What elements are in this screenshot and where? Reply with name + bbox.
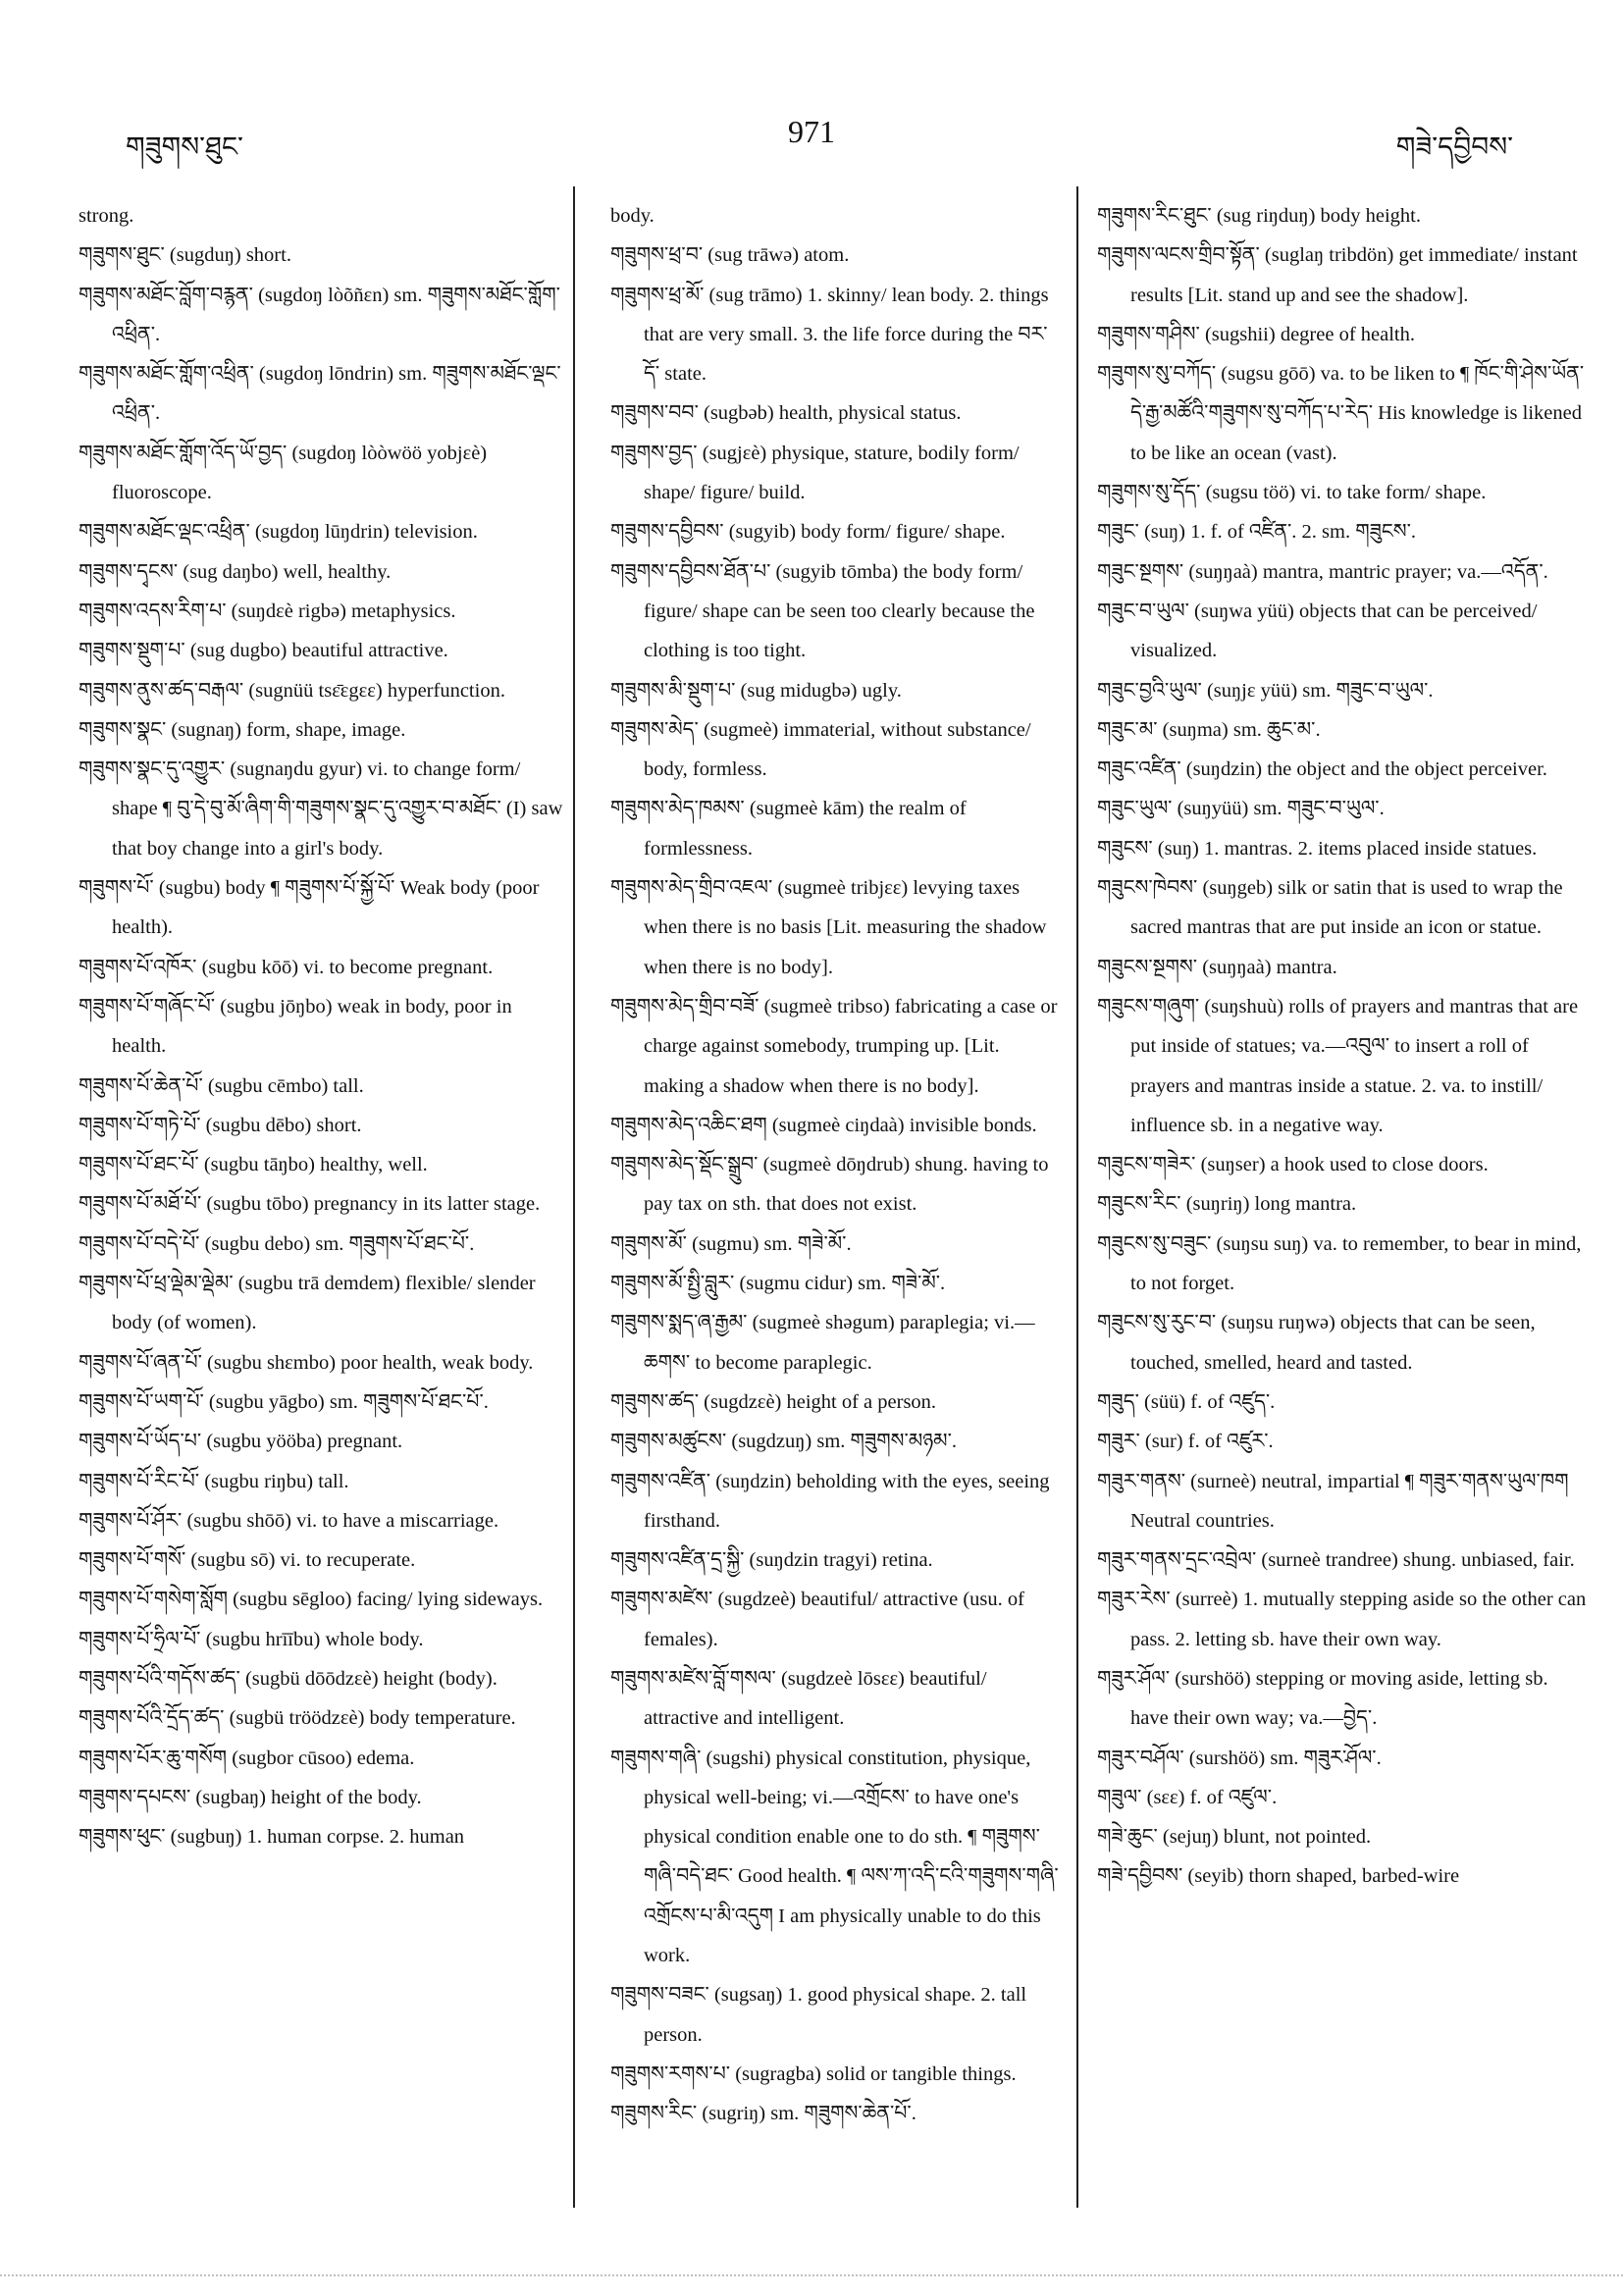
dictionary-entry: གཟུགས་མེད་གྲིབ་བཟོ་ (sugmeè tribso) fabricating a case or charge against somebody, trumping up. [Lit. making a shadow when there is no body].: [610, 995, 1058, 1097]
dictionary-entry: གཟུགས་པོའི་དྲོད་ཚད་ (sugbü tröödzɛè) body temperature.: [79, 1707, 516, 1730]
dictionary-column-1: [79, 196, 569, 1856]
dictionary-entry: གཟུགས་པོ་ཕྲ་ལྡེམ་ལྡེམ་ (sugbu trā demdem) flexible/ slender body (of women).: [79, 1273, 536, 1334]
dictionary-entry: གཟུགས་པོ་རིང་པོ་ (sugbu riŋbu) tall.: [79, 1470, 349, 1492]
dictionary-entry: གཟུགས་རགས་པ་ (sugragba) solid or tangible things.: [610, 2062, 1017, 2085]
dictionary-entry: body.: [610, 205, 654, 227]
dictionary-entry: གཟུགས་སྣང་ (sugnaŋ) form, shape, image.: [79, 718, 406, 741]
dictionary-entry: གཟུགས་ལངས་གྲིབ་སྟོན་ (suglaŋ tribdön) get immediate/ instant results [Lit. stand up and see the shadow].: [1097, 244, 1578, 306]
dictionary-entry: གཟུགས་འཛིན་ (suŋdzin) beholding with the eyes, seeing firsthand.: [610, 1470, 1050, 1532]
dictionary-entry: གཟེ་ཆུང་ (sejuŋ) blunt, not pointed.: [1097, 1826, 1372, 1849]
dictionary-entry: གཟུགས་པོ་མཐོ་པོ་ (sugbu tōbo) pregnancy in its latter stage.: [79, 1193, 541, 1216]
dictionary-entry: གཟུགས་མཚུངས་ (sugdzuŋ) sm. གཟུགས་མཉམ་.: [610, 1431, 958, 1453]
dictionary-entry: གཟུགས་པོ་གསོ་ (sugbu sō) vi. to recuperate.: [79, 1549, 416, 1572]
dictionary-entry: གཟུལ་ (sɛɛ) f. of འཛུལ་.: [1097, 1786, 1278, 1808]
dictionary-column-2: [610, 196, 1062, 2134]
dictionary-entry: གཟུགས་པོའི་གདོས་ཚད་ (sugbü dōōdzɛè) height (body).: [79, 1667, 497, 1690]
dictionary-entry: གཟུགས་མཐོང་ལྡང་འཕྲིན་ (sugdoŋ lūŋdrin) television.: [79, 521, 478, 544]
dictionary-entry: གཟུགས་འདས་རིག་པ་ (suŋdɛè rigbə) metaphysics.: [79, 600, 456, 622]
dictionary-entry: གཟུགས་པོ་གསེག་སློག (sugbu sēgloo) facing/ lying sideways.: [79, 1589, 544, 1611]
dictionary-entry: གཟུགས་པོ་བདེ་པོ་ (sugbu debo) sm. གཟུགས་པོ་ཐང་པོ་.: [79, 1232, 475, 1255]
column-divider: [1076, 186, 1078, 2208]
dictionary-entry: གཟུགས་མེད་ (sugmeè) immaterial, without substance/ body, formless.: [610, 718, 1031, 781]
dictionary-entry: གཟུགས་ཕྲ་མོ་ (sug trāmo) 1. skinny/ lean body. 2. things that are very small. 3. the life force during the བར་དོ་ state.: [610, 284, 1049, 386]
dictionary-entry: གཟུགས་མཐོང་གློག་འོད་ཡོ་བྱད་ (sugdoŋ lòòwöö yobjɛè) fluoroscope.: [79, 442, 488, 504]
dictionary-entry: གཟུགས་སྣང་དུ་འགྱུར་ (sugnaŋdu gyur) vi. to change form/ shape ¶ བུ་དེ་བུ་མོ་ཞིག་གི་གཟུགས་སྣང་དུ་འགྱུར་བ་མཐོང་ (I) saw that boy change into a girl's body.: [79, 758, 563, 860]
dictionary-entry: གཟུར་ (sur) f. of འཛུར་.: [1097, 1431, 1274, 1453]
dictionary-entry: གཟུགས་སུ་བཀོད་ (sugsu gōō) va. to be liken to ¶ ཁོང་གི་ཤེས་ཡོན་དེ་རྒྱ་མཚོའི་གཟུགས་སུ་བཀོད་པ་རེད་ His knowledge is likened to be like an ocean (vast).: [1097, 363, 1585, 464]
dictionary-entry: གཟུར་གནས་ (surneè) neutral, impartial ¶ གཟུར་གནས་ཡུལ་ཁག Neutral countries.: [1097, 1470, 1569, 1532]
dictionary-entry: གཟུགས་ཐུང་ (sugduŋ) short.: [79, 244, 291, 267]
dictionary-entry: གཟུགས་སྨད་ཞ་རྒྱམ་ (sugmeè shəgum) paraplegia; vi.—ཆགས་ to become paraplegic.: [610, 1312, 1035, 1374]
scan-edge: [0, 2274, 1623, 2278]
dictionary-entry: གཟུགས་པོར་ཆུ་གསོག (sugbor cūsoo) edema.: [79, 1747, 415, 1769]
dictionary-entry: གཟུགས་རིང་ཐུང་ (sug riŋduŋ) body height.: [1097, 205, 1422, 227]
dictionary-entry: གཟུང་སྔགས་ (suŋŋaà) mantra, mantric prayer; va.—འདོན་.: [1097, 560, 1548, 583]
column-divider: [573, 186, 575, 2208]
dictionary-entry: གཟུངས་ (suŋ) 1. mantras. 2. items placed inside statues.: [1097, 837, 1538, 860]
dictionary-column-3: [1097, 196, 1588, 1897]
dictionary-entry: གཟུགས་སྡུག་པ་ (sug dugbo) beautiful attractive.: [79, 640, 448, 662]
dictionary-entry: གཟུགས་མཐོང་བློག་བརྙན་ (sugdoŋ lòõñɛn) sm. གཟུགས་མཐོང་གློག་འཕྲིན་.: [79, 284, 560, 345]
dictionary-entry: གཟུར་རེས་ (surreè) 1. mutually stepping aside so the other can pass. 2. letting sb. have their own way.: [1097, 1589, 1587, 1650]
dictionary-entry: གཟུང་བ་ཡུལ་ (suŋwa yüü) objects that can be perceived/ visualized.: [1097, 600, 1538, 662]
dictionary-entry: གཟུགས་པོ་ཧྲིལ་པོ་ (sugbu hrīību) whole body.: [79, 1628, 424, 1650]
dictionary-entry: གཟུར་ཤོལ་ (surshöö) stepping or moving aside, letting sb. have their own way; va.—བྱེད་.: [1097, 1667, 1548, 1730]
dictionary-entry: གཟུངས་སྔགས་ (suŋŋaà) mantra.: [1097, 956, 1337, 978]
dictionary-entry: གཟུགས་པོ་ཞན་པོ་ (sugbu shɛmbo) poor health, weak body.: [79, 1351, 534, 1374]
dictionary-entry: གཟུགས་མེད་གྲིབ་འཇལ་ (sugmeè tribjɛɛ) levying taxes when there is no basis [Lit. measuring the shadow when there is no body].: [610, 877, 1047, 978]
dictionary-entry: གཟུགས་མཛེས་ (sugdzeè) beautiful/ attractive (usu. of females).: [610, 1589, 1024, 1650]
dictionary-entry: གཟུད་ (süü) f. of འཛུད་.: [1097, 1390, 1276, 1413]
dictionary-entry: གཟུགས་ཕྲ་བ་ (sug trāwə) atom.: [610, 244, 850, 267]
dictionary-entry: གཟུང་འཛིན་ (suŋdzin) the object and the object perceiver.: [1097, 758, 1547, 781]
dictionary-entry: གཟུངས་རིང་ (suŋriŋ) long mantra.: [1097, 1193, 1357, 1216]
dictionary-entry: གཟུར་གནས་དྲང་འབྲེལ་ (surneè trandree) shung. unbiased, fair.: [1097, 1549, 1575, 1572]
dictionary-entry: གཟུགས་པོ་ (sugbu) body ¶ གཟུགས་པོ་སྐྱོ་པོ་ Weak body (poor health).: [79, 877, 540, 939]
dictionary-entry: གཟུགས་པོ་ཤོར་ (sugbu shōō) vi. to have a miscarriage.: [79, 1509, 499, 1532]
dictionary-entry: གཟུགས་དྭངས་ (sug daŋbo) well, healthy.: [79, 560, 392, 583]
dictionary-entry: གཟུགས་ནུས་ཚད་བརྒལ་ (sugnüü tsɛ̄ɛgɛɛ) hyperfunction.: [79, 679, 505, 702]
dictionary-entry: གཟུངས་སུ་རུང་བ་ (suŋsu ruŋwə) objects that can be seen, touched, smelled, heard and tasted.: [1097, 1312, 1536, 1374]
dictionary-entry: གཟུངས་ཁེབས་ (suŋgeb) silk or satin that is used to wrap the sacred mantras that are put inside an icon or statue.: [1097, 877, 1563, 939]
dictionary-entry: གཟུགས་རིང་ (sugriŋ) sm. གཟུགས་ཆེན་པོ་.: [610, 2103, 916, 2125]
dictionary-entry: གཟུགས་མེད་སྡོང་སྒྲུབ་ (sugmeè dōŋdrub) shung. having to pay tax on sth. that does not exist.: [610, 1154, 1049, 1216]
dictionary-entry: གཟུགས་མོ་ (sugmu) sm. གཟེ་མོ་.: [610, 1232, 852, 1255]
dictionary-entry: གཟུངས་སུ་བཟུང་ (suŋsu suŋ) va. to remember, to bear in mind, to not forget.: [1097, 1232, 1582, 1295]
dictionary-entry: གཟུགས་ཚད་ (sugdzɛè) height of a person.: [610, 1390, 937, 1413]
dictionary-entry: གཟུགས་སུ་དོད་ (sugsu töö) vi. to take form/ shape.: [1097, 482, 1487, 504]
dictionary-entry: གཟུང་མ་ (suŋma) sm. ཆུང་མ་.: [1097, 718, 1321, 741]
running-header-right: གཟེ་དབྱིབས་: [1395, 132, 1513, 163]
dictionary-entry: གཟུགས་གཤིས་ (sugshii) degree of health.: [1097, 323, 1415, 345]
dictionary-entry: གཟུགས་མཛེས་བློ་གསལ་ (sugdzeè lōsɛɛ) beautiful/ attractive and intelligent.: [610, 1667, 987, 1730]
dictionary-entry: གཟུགས་མཐོང་གློག་འཕྲིན་ (sugdoŋ lōndrin) sm. གཟུགས་མཐོང་ལྡང་འཕྲིན་.: [79, 363, 561, 425]
dictionary-entry: གཟུགས་དབྱིབས་ཐོན་པ་ (sugyib tōmba) the body form/ figure/ shape can be seen too clearly because the clothing is too tight.: [610, 560, 1035, 662]
dictionary-entry: གཟུགས་མོ་སྤྱི་བླུར་ (sugmu cidur) sm. གཟེ་མོ་.: [610, 1273, 946, 1295]
dictionary-entry: གཟུངས་གཞུག་ (suŋshuù) rolls of prayers and mantras that are put inside of statues; va.—འབུལ་ to insert a roll of prayers and mantras inside a statue. 2. va. to instill/ influence sb. in a negative way.: [1097, 995, 1579, 1136]
dictionary-entry: གཟུགས་པོ་གཏེ་པོ་ (sugbu dēbo) short.: [79, 1114, 362, 1136]
dictionary-entry: གཟུགས་པོ་ཆེན་པོ་ (sugbu cēmbo) tall.: [79, 1074, 364, 1097]
dictionary-entry: གཟུགས་དབྱིབས་ (sugyib) body form/ figure/ shape.: [610, 521, 1006, 544]
dictionary-entry: གཟུང་བྱའི་ཡུལ་ (suŋjɛ yüü) sm. གཟུང་བ་ཡུལ་.: [1097, 679, 1434, 702]
dictionary-entry: གཟུགས་གཞི་ (sugshi) physical constitution, physique, physical well-being; vi.—འགྲོངས་ to have one's physical condition enable one to do sth. ¶ གཟུགས་གཞི་བདེ་ཐང་ Good health. ¶ ལས་ཀ་འདི་ངའི་གཟུགས་གཞི་འགྲོངས་པ་མི་འདུག I am physically unable to do this work.: [610, 1747, 1059, 1967]
dictionary-entry: གཟེ་དབྱིབས་ (seyib) thorn shaped, barbed-wire: [1097, 1865, 1460, 1888]
dictionary-entry: གཟུགས་དཔངས་ (sugbaŋ) height of the body.: [79, 1786, 422, 1808]
dictionary-entry: གཟུགས་འཛིན་དྲ་སྐྱི་ (suŋdzin tragyi) retina.: [610, 1549, 933, 1572]
dictionary-entry: གཟུགས་པོ་འཁོར་ (sugbu kōō) vi. to become pregnant.: [79, 956, 494, 978]
dictionary-entry: གཟུགས་པོ་གཞོང་པོ་ (sugbu jōŋbo) weak in body, poor in health.: [79, 995, 512, 1058]
dictionary-entry: གཟུགས་ཕུང་ (sugbuŋ) 1. human corpse. 2. human: [79, 1826, 465, 1849]
dictionary-entry: གཟུང་ (suŋ) 1. f. of འཛིན་. 2. sm. གཟུངས་.: [1097, 521, 1417, 544]
dictionary-entry: strong.: [79, 205, 134, 227]
dictionary-entry: གཟུགས་བཟང་ (sugsaŋ) 1. good physical shape. 2. tall person.: [610, 1984, 1027, 2046]
dictionary-entry: གཟུགས་བྱད་ (sugjɛè) physique, stature, bodily form/ shape/ figure/ build.: [610, 442, 1020, 504]
dictionary-entry: གཟུགས་པོ་ཡོད་པ་ (sugbu yööba) pregnant.: [79, 1431, 403, 1453]
page-number: 971: [788, 114, 835, 149]
dictionary-entry: གཟུངས་གཟེར་ (suŋser) a hook used to close doors.: [1097, 1154, 1489, 1176]
dictionary-entry: གཟུགས་མེད་འཆིང་ཐག (sugmeè ciŋdaà) invisible bonds.: [610, 1114, 1037, 1136]
dictionary-entry: གཟུགས་བབ་ (sugbəb) health, physical status.: [610, 402, 962, 425]
running-header-left: གཟུགས་ཐུང་: [126, 132, 243, 163]
dictionary-entry: གཟུར་བཤོལ་ (surshöö) sm. གཟུར་ཤོལ་.: [1097, 1747, 1382, 1769]
dictionary-entry: གཟུགས་པོ་ཐང་པོ་ (sugbu tāŋbo) healthy, well.: [79, 1154, 428, 1176]
dictionary-entry: གཟུགས་མི་སྡུག་པ་ (sug midugbə) ugly.: [610, 679, 902, 702]
dictionary-entry: གཟུང་ཡུལ་ (suŋyüü) sm. གཟུང་བ་ཡུལ་.: [1097, 798, 1385, 820]
dictionary-entry: གཟུགས་མེད་ཁམས་ (sugmeè kām) the realm of formlessness.: [610, 798, 967, 860]
dictionary-entry: གཟུགས་པོ་ཡག་པོ་ (sugbu yāgbo) sm. གཟུགས་པོ་ཐང་པོ་.: [79, 1390, 489, 1413]
